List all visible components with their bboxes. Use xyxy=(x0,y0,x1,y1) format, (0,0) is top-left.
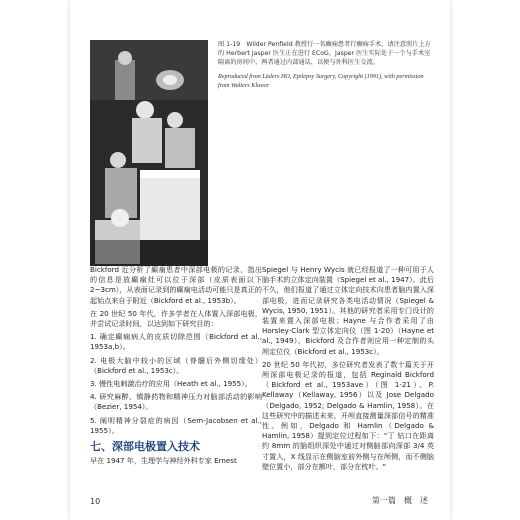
left-column xyxy=(90,265,262,469)
caption-chinese: 图 1-19 Wilder Penfield 教授行一名癫痫患者行癫痫手术，请注意照片上方的 Herbert Jasper 医生正在进行 ECoG。Jasper 医生实际处于一个与手术室隔离的房间中，两者通过内部通话，以便与外科医生交流。 xyxy=(218,41,431,67)
right-column xyxy=(262,265,434,475)
right-paragraph-1: Spiegel 与 Henry Wycis 就已经报道了一种可用于人脑手术的立体定向装置（Spiegel et al., 1947）。此后不久，他们报道了通过立体定向技术向患者脑内置入深部电极，进而记录研究各类电活动情况（Spiegel & Wycis, 1950, 1951）。其他的研究者采用专门设计的装置来置入深部电极；Hayne 与合作者采用了由 Horsley-Clark 型立体定向仪（图 1-20）（Hayne et al., 1949）。Bickford 及合作者则应用一种定制的头颅定位仪（Bickford et al., 1953c）。 xyxy=(262,265,434,356)
surgery-photo xyxy=(90,40,208,266)
section-heading: 七、深部电极置入技术 xyxy=(90,440,200,454)
list-item: 1. 确定癫痫病人的皮质切除范围（Bickford et al., 1953a,b）。 xyxy=(90,332,262,352)
caption-english: Reproduced from Lüders HO, Epilepsy Surgery, Copyright (1991), with permission from Walters Kluwer xyxy=(218,72,424,89)
chapter-title: 第一篇 概 述 xyxy=(372,496,428,505)
right-paragraph-2: 20 世纪 50 年代初，多位研究者发表了数十篇关于开颅深部电极记录的报道，包括 Reginald Bickford（Bickford et al., 1953ave）（图 1-21）、P. Kellaway（Kellaway, 1956）以及 Jose Delgado（Delgado, 1952; Delgado & Hamlin, 1958）。在这些研究中的描述未来，开颅直接测量深部信号的精准性。例如，Delgado 和 Hamlin（Delgado & Hamlin, 1958）提到定位过程如下："丁 钻口在距离约 8mm 的脑组织深处中通过对侧脑部向深部 3/4 英寸置入，X 线显示在侧脑室前外侧与在颅侧，而不侧脑壁位置小，部分在额叶，部分在枕叶。" xyxy=(262,359,434,471)
figure-caption xyxy=(218,40,434,94)
figure-photo xyxy=(90,40,208,266)
book-page xyxy=(70,0,450,520)
left-paragraph-1: Bickford 近分析了癫痫患者中深部电极的记录，指出的信息是放癫痫灶可以位于深部（皮质表面以下2~3cm），从表面记录到的癫痫电活动可能只是真正的起始点来自于附近（Bickford et al., 1953b）。 xyxy=(90,265,262,305)
list-item: 2. 电极大脑中较小的区域（脊髓后外侧切缘处）（Bickford et al., 1953c）。 xyxy=(90,355,262,375)
list-item: 4. 研究麻醉、镇静药物和精神压力对脑部活动的影响（Bezier, 1954）。 xyxy=(90,392,262,412)
list-item: 5. 阐明精神分裂症的病因（Sem-Jacobsen et al., 1955）。 xyxy=(90,415,262,435)
left-paragraph-3: 早在 1947 年，生理学与神经外科专家 Ernest xyxy=(90,456,237,466)
left-paragraph-2: 在 20 世纪 50 年代，许多学者在人体置入深部电极，并尝试记录时间，以达到如下研究目的： xyxy=(90,308,262,329)
list-item: 3. 慢性电刺激治疗的应用（Heath et al., 1955）。 xyxy=(90,379,252,389)
page-number: 10 xyxy=(90,497,101,506)
